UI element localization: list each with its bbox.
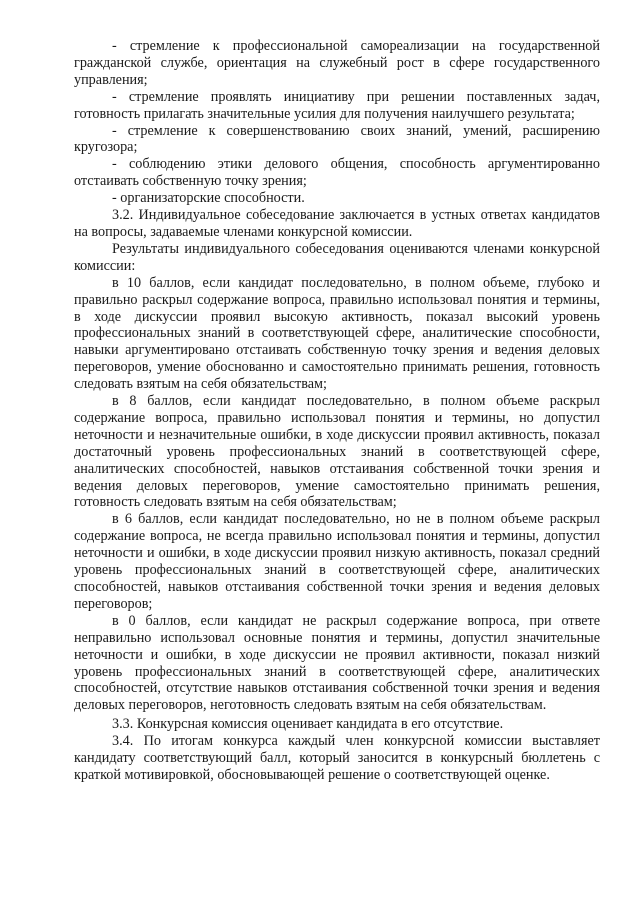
interview-results-intro: Результаты индивидуального собеседования оцениваются членами конкурсной комиссии:: [74, 240, 600, 274]
bullet-business-ethics: - соблюдению этики делового общения, способность аргументированно отстаивать собственную точку зрения;: [74, 156, 600, 190]
section-3-3-evaluation: 3.3. Конкурсная комиссия оценивает кандидата в его отсутствие.: [112, 716, 504, 733]
bullet-initiative: - стремление проявлять инициативу при решении поставленных задач, готовность прилагать значительные усилия для получения наилучшего результата;: [74, 88, 600, 122]
bullet-self-realization: - стремление к профессиональной самореализации на государственной гражданской службе, ориентация на служебный рост в сфере государственного управления;: [74, 38, 600, 88]
bullet-organizational-skills: - организаторские способности.: [112, 190, 305, 207]
score-6-criteria: в 6 баллов, если кандидат последовательно, но не в полном объеме раскрыл содержание вопроса, не всегда правильно использовал понятия и термины, допустил неточности и ошибки, в ходе дискуссии проявил низкую активность, показал средний уровень профессиональных знаний в соответствующей сфере, аналитических способностей, навыков отстаивания собственной точки зрения и ведения деловых переговоров;: [74, 511, 600, 612]
document-page: [74, 38, 600, 784]
section-3-2-interview: 3.2. Индивидуальное собеседование заключается в устных ответах кандидатов на вопросы, задаваемые членами конкурсной комиссии.: [74, 207, 600, 240]
score-8-criteria: в 8 баллов, если кандидат последовательно, в полном объеме раскрыл содержание вопроса, правильно использовал понятия и термины, но допустил неточности и незначительные ошибки, в ходе дискуссии проявил активность, показал достаточный уровень профессиональных знаний в соответствующей сфере, аналитических способностей, навыков отстаивания собственной точки зрения и ведения деловых переговоров, умение самостоятельно принимать решения, готовность следовать взятым на себя обязательствам;: [74, 393, 600, 511]
section-3-4-results: 3.4. По итогам конкурса каждый член конкурсной комиссии выставляет кандидату соответствующий балл, который заносится в конкурсный бюллетень с краткой мотивировкой, обосновывающей решение о соответствующей оценке.: [74, 733, 600, 783]
score-10-criteria: в 10 баллов, если кандидат последовательно, в полном объеме, глубоко и правильно раскрыл содержание вопроса, правильно использовал понятия и термины, в ходе дискуссии проявил высокую активность, показал высокий уровень профессиональных знаний в соответствующей сфере, аналитические способности, навыки аргументировано отстаивать собственную точку зрения и ведения деловых переговоров, умение обоснованно и самостоятельно принимать решения, готовность следовать взятым на себя обязательствам;: [74, 274, 600, 393]
score-0-criteria: в 0 баллов, если кандидат не раскрыл содержание вопроса, при ответе неправильно использовал основные понятия и термины, допустил значительные неточности и ошибки, в ходе дискуссии не проявил активности, показал низкий уровень профессиональных знаний в соответствующей сфере, аналитических способностей, отсутствие навыков отстаивания собственной точки зрения и ведения деловых переговоров, неготовность следовать взятым на себя обязательствам.: [74, 612, 600, 714]
bullet-self-improvement: - стремление к совершенствованию своих знаний, умений, расширению кругозора;: [74, 122, 600, 156]
